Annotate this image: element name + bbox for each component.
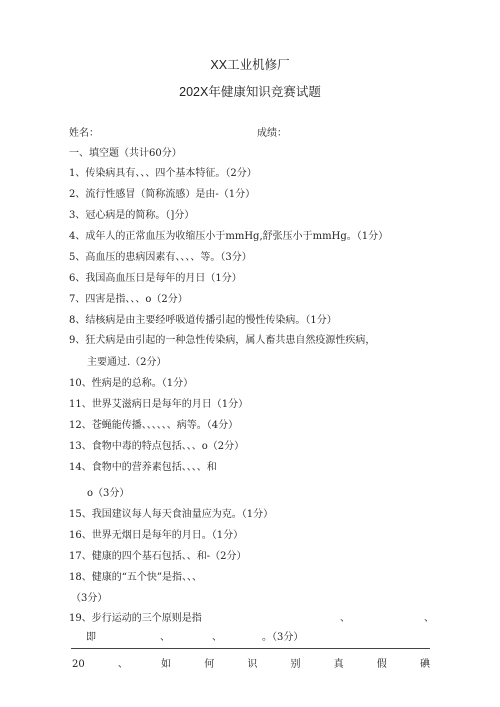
- score-label: 成绩：: [257, 128, 287, 139]
- question-18-continuation: （3分）: [71, 593, 108, 604]
- question-20-char-4: 识: [247, 659, 258, 670]
- question-8: 8、结核病是由主要经呼吸道传播引起的慢性传染病。（1分）: [69, 315, 337, 326]
- question-7: 7、四害是指、、、o（2分）: [69, 294, 188, 305]
- question-10: 10、性病是的总称。（1分）: [69, 378, 194, 389]
- question-20-char-2: 如: [161, 659, 172, 670]
- question-19: 19、步行运动的三个原则是指: [69, 613, 202, 624]
- company-name: XX工业机修厂: [210, 58, 290, 72]
- section-title: 一、填空题（共计60分）: [69, 148, 182, 159]
- question-20-char-1: 、: [117, 659, 128, 670]
- question-19-answer-line: [71, 648, 430, 649]
- exam-title: 202X年健康知识竞赛试题: [179, 85, 321, 99]
- question-20-char-7: 假: [376, 659, 387, 670]
- question-12: 12、苍蝇能传播、、、、、、病等。（4分）: [69, 420, 239, 431]
- question-19-blank-sep-1: 、: [340, 613, 350, 624]
- question-20-char-8: 碘: [419, 659, 430, 670]
- question-17: 17、健康的四个基石包括、、和-（2分）: [69, 551, 247, 562]
- question-20-number: 20: [72, 659, 85, 670]
- question-19-line2-jiji: 即: [86, 632, 96, 643]
- question-9: 9、狂犬病是由引起的一种急性传染病，属人畜共患自然疫源性疾病，: [69, 335, 376, 346]
- question-11: 11、世界艾滋病日是每年的月日（1分）: [69, 399, 249, 410]
- question-20: [72, 659, 430, 671]
- question-16: 16、世界无烟日是每年的月日。（1分）: [69, 530, 244, 541]
- name-label: 姓名：: [69, 128, 99, 139]
- question-3: 3、冠心病是的简称。（]分）: [69, 210, 195, 221]
- question-1: 1、传染病具有、、、四个基本特征。（2分）: [69, 168, 257, 179]
- question-19-line2-sep-2: 、: [212, 632, 222, 643]
- question-4: 4、成年人的正常血压为收缩压小于mmHg,舒张压小于mmHg。（1分）: [69, 231, 389, 242]
- question-19-line2-sep-1: 、: [160, 632, 170, 643]
- question-20-char-5: 别: [290, 659, 301, 670]
- question-13: 13、食物中毒的特点包括、、、o（2分）: [69, 441, 245, 452]
- question-18: 18、健康的“五个快”是指、、、: [69, 572, 202, 583]
- question-9-continuation: 主要通过.（2分）: [87, 357, 167, 368]
- question-5: 5、高血压的患病因素有、、、、等。（3分）: [69, 252, 252, 263]
- question-15: 15、我国建议每人每天食油量应为克。（1分）: [69, 509, 274, 520]
- question-6: 6、我国高血压日是每年的月日（1分）: [69, 273, 242, 284]
- question-19-blank-sep-2: 、: [424, 613, 434, 624]
- question-20-char-3: 何: [204, 659, 215, 670]
- question-20-char-6: 真: [333, 659, 344, 670]
- question-2: 2、流行性感冒（简称流感）是由-（1分）: [69, 189, 256, 200]
- question-14: 14、食物中的营养素包括、、、、和: [69, 462, 217, 473]
- question-19-line2-end: 。（3分）: [262, 632, 304, 643]
- question-14-continuation: o（3分）: [87, 488, 130, 499]
